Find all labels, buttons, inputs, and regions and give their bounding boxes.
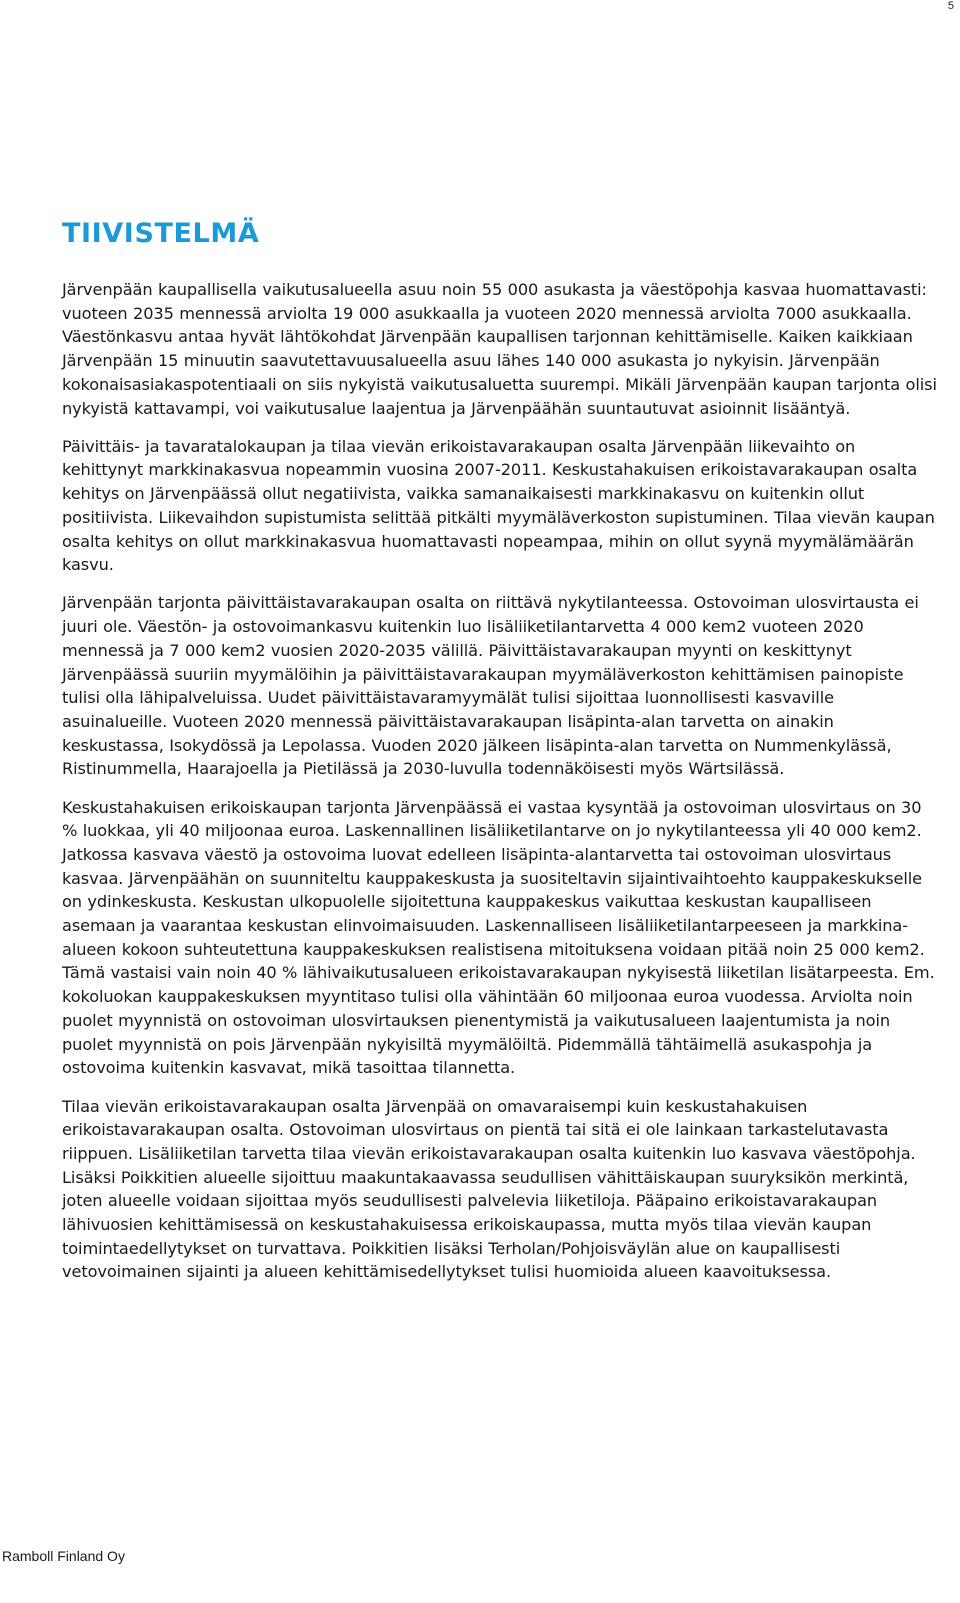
page-title: TIIVISTELMÄ [62, 218, 260, 249]
footer-company: Ramboll Finland Oy [2, 1548, 125, 1564]
paragraph-daily-goods: Järvenpään tarjonta päivittäistavarakaupan osalta on riittävä nykytilanteessa. Ostovoiman ulosvirtausta ei juuri ole. Väestön- ja ostovoimankasvu kuitenkin luo lisäliiketilantarvetta 4 000 kem2 vuoteen 2020 mennessä ja 7 000 kem2 vuosien 2020-2035 välillä. Päivittäistavarakaupan myynti on keskittynyt Järvenpäässä suuriin myymälöihin ja päivittäistavarakaupan myymäläverkoston kehittämisen painopiste tulisi olla lähipalveluissa. Uudet päivittäistavaramyymälät tulisi sijoittaa luonnollisesti kasvaville asuinalueille. Vuoteen 2020 mennessä päivittäistavarakaupan lisäpinta-alan tarvetta on ainakin keskustassa, Isokydössä ja Lepolassa. Vuoden 2020 jälkeen lisäpinta-alan tarvetta on Nummenkylässä, Ristinummella, Haarajoella ja Pietilässä ja 2030-luvulla todennäköisesti myös Wärtsilässä. [62, 593, 919, 779]
page-number: 5 [947, 0, 954, 12]
paragraph-population: Järvenpään kaupallisella vaikutusalueella asuu noin 55 000 asukasta ja väestöpohja kasvaa huomattavasti: vuoteen 2035 mennessä arviolta 19 000 asukkaalla ja vuoteen 2020 mennessä arviolta 7000 asukkaalla. Väestönkasvu antaa hyvät lähtökohdat Järvenpään kaupallisen tarjonnan kehittämiselle. Kaiken kaikkiaan Järvenpään 15 minuutin saavutettavuusalueella asuu lähes 140 000 asukasta jo nykyisin. Järvenpään kokonaisasiakaspotentiaali on siis nykyistä vaikutusaluetta suurempi. Mikäli Järvenpään kaupan tarjonta olisi nykyistä kattavampi, voi vaikutusalue laajentua ja Järvenpäähän suuntautuvat asioinnit lisääntyä. [62, 280, 937, 418]
paragraph-specialty-retail: Keskustahakuisen erikoiskaupan tarjonta Järvenpäässä ei vastaa kysyntää ja ostovoiman ulosvirtaus on 30 % luokkaa, yli 40 miljoonaa euroa. Laskennallinen lisäliiketilantarve on jo nykytilanteessa yli 40 000 kem2. Jatkossa kasvava väestö ja ostovoima luovat edelleen lisäpinta-alantarvetta tai ostovoiman ulosvirtaus kasvaa. Järvenpäähän on suunniteltu kauppakeskusta ja suositeltavin sijaintivaihtoehto kauppakeskukselle on ydinkeskusta. Keskustan ulkopuolelle sijoitettuna kauppakeskus vaikuttaa keskustan kaupalliseen asemaan ja vaarantaa keskustan elinvoimaisuuden. Laskennalliseen lisäliiketilantarpeeseen ja markkina-alueen kokoon suhteutettuna kauppakeskuksen realistisena mitoituksena voidaan pitää noin 25 000 kem2. Tämä vastaisi vain noin 40 % lähivaikutusalueen erikoistavarakaupan nykyisestä liiketilan lisätarpeesta. Em. kokoluokan kauppakeskuksen myyntitaso tulisi olla vähintään 60 miljoonaa euroa vuodessa. Arviolta noin puolet myynnistä on ostovoiman ulosvirtauksen pienentymistä ja vaikutusalueen laajentumista ja noin puolet myynnistä on pois Järvenpään nykyisiltä myymälöiltä. Pidemmällä tähtäimellä asukaspohja ja ostovoima kuitenkin kasvavat, mikä tasoittaa tilannetta. [62, 797, 935, 1078]
summary-body [62, 278, 938, 1299]
paragraph-bulky-goods: Tilaa vievän erikoistavarakaupan osalta Järvenpää on omavaraisempi kuin keskustahakuisen erikoistavarakaupan osalta. Ostovoiman ulosvirtaus on pientä tai sitä ei ole lainkaan tarkastelutavasta riippuen. Lisäliiketilan tarvetta tilaa vievän erikoistavarakaupan osalta kuitenkin luo kasvava väestöpohja. Lisäksi Poikkitien alueelle sijoittuu maakuntakaavassa seudullisen vähittäiskaupan suuryksikön merkintä, joten alueelle voidaan sijoittaa myös seudullisesti palvelevia liiketiloja. Pääpaino erikoistavarakaupan lähivuosien kehittämisessä on keskustahakuisessa erikoiskaupassa, mutta myös tilaa vievän kaupan toimintaedellytykset on turvattava. Poikkitien lisäksi Terholan/Pohjoisväylän alue on kaupallisesti vetovoimainen sijainti ja alueen kehittämisedellytykset tulisi huomioida alueen kaavoituksessa. [62, 1096, 916, 1282]
paragraph-revenue-development: Päivittäis- ja tavaratalokaupan ja tilaa vievän erikoistavarakaupan osalta Järvenpään liikevaihto on kehittynyt markkinakasvua nopeammin vuosina 2007-2011. Keskustahakuisen erikoistavarakaupan osalta kehitys on Järvenpäässä ollut negatiivista, vaikka samanaikaisesti markkinakasvu on kuitenkin ollut positiivista. Liikevaihdon supistumista selittää pitkälti myymäläverkoston supistuminen. Tilaa vievän kaupan osalta kehitys on ollut markkinakasvua huomattavasti nopeampaa, mihin on ollut syynä myymälämäärän kasvu. [62, 436, 935, 575]
